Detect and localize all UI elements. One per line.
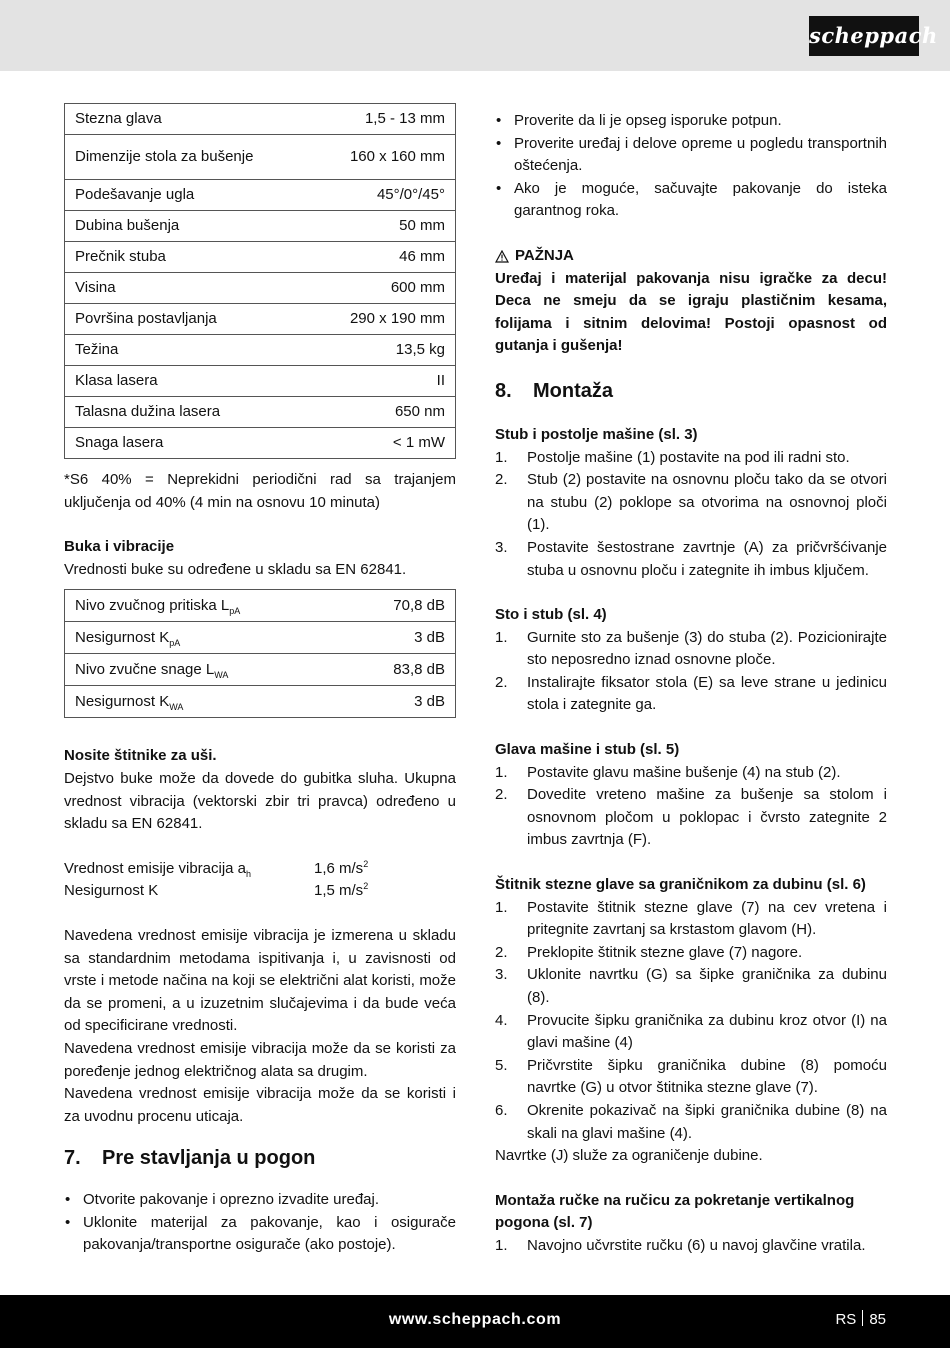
noise-table — [64, 589, 456, 718]
list-item: 1. Postolje mašine (1) postavite na pod ili radni sto. — [495, 448, 850, 466]
list-item: 1. Postavite štitnik stezne glave (7) na cev vretena i pritegnite zavrtanj sa krstastom glavom (H). — [495, 898, 887, 939]
right-column — [495, 110, 887, 1258]
numbered-list — [495, 897, 887, 1146]
spec-key: Prečnik stuba — [65, 242, 265, 273]
noise-value: 3 dB — [346, 622, 455, 654]
vibration-value: 1,6 $m/s^2$ — [314, 858, 369, 877]
list-item: 2. Preklopite štitnik stezne glave (7) nagore. — [495, 943, 803, 961]
header-bar — [0, 0, 950, 71]
numbered-list — [495, 447, 887, 583]
depth-note: Navrtke (J) služe za ograničenje dubine. — [495, 1147, 763, 1165]
list-item: • Uklonite materijal za pakovanje, kao i osigurače pakovanja/transportne osigurače (ako postoje). — [64, 1212, 456, 1257]
list-item: 5. Pričvrstite šipku graničnika dubine (8) pomoću navrtke (G) u otvor štitnika stezne glave (7). — [495, 1056, 887, 1097]
warning-text: Uređaj i materijal pakovanja nisu igračke za decu! Deca ne smeju da se igraju plastičnim kesama, folijama i sitnim delovima! Postoji opasnost od gutanja i gušenja! — [495, 269, 887, 355]
table-row — [65, 273, 456, 304]
table-row — [65, 622, 456, 654]
list-item: 1. Navojno učvrstite ručku (6) u navoj glavčine vratila. — [495, 1236, 866, 1254]
section-heading: 8. Montaža — [495, 379, 613, 402]
spec-value: 46 mm — [265, 242, 456, 273]
noise-key: Nivo zvučne snage $L_{WA}$ — [65, 654, 347, 686]
table-row — [65, 366, 456, 397]
vibration-key: Vrednost emisije vibracija $a_h$ — [64, 859, 252, 879]
subsection-title: Sto i stub (sl. 4) — [495, 606, 607, 624]
spec-key: Snaga lasera — [65, 428, 265, 459]
page-number: RS 85 — [835, 1311, 886, 1328]
noise-title: Buka i vibracije — [64, 538, 175, 556]
vibration-row — [64, 880, 456, 903]
spec-value: < 1 mW — [265, 428, 456, 459]
vibration-text: Navedena vrednost emisije vibracija je izmerena u skladu sa standardnim metodama ispitivanja i, u zavisnosti od vrste i metode načina na koji se električni alat koristi, može da se promeni, a u izuzetnim slučajevima i da bude veća od specificirane vrednosti. — [64, 926, 456, 1035]
noise-key: Nivo zvučnog pritiska $L_{pA}$ — [65, 590, 347, 622]
table-row — [65, 428, 456, 459]
vibration-text: Navedena vrednost emisije vibracija može da se koristi i za uvodnu procenu uticaja. — [64, 1085, 456, 1125]
spec-value: II — [265, 366, 456, 397]
spec-key: Stezna glava — [65, 104, 265, 135]
subsection-title: Glava mašine i stub (sl. 5) — [495, 741, 680, 759]
warning-heading: PAŽNJA — [495, 245, 887, 268]
list-item: • Proverite da li je opseg isporuke potpun. — [495, 110, 887, 133]
spec-value: 600 mm — [265, 273, 456, 304]
list-item: 6. Okrenite pokazivač na šipki graničnika dubine (8) na skali na glavi mašine (4). — [495, 1101, 887, 1142]
list-item: 4. Provucite šipku graničnika za dubinu kroz otvor (I) na glavi mašine (4) — [495, 1011, 887, 1052]
website-link[interactable]: www.scheppach.com — [388, 1311, 562, 1328]
section-heading: 7. Pre stavljanja u pogon — [64, 1147, 316, 1170]
subsection-title: Montaža ručke na ručicu za pokretanje vertikalnog pogona (sl. 7) — [495, 1191, 855, 1232]
table-row — [65, 104, 456, 135]
ear-protection-text: Dejstvo buke može da dovede do gubitka sluha. Ukupna vrednost vibracija (vektorski zbir tri pravca) određeno u skladu sa EN 62841. — [64, 769, 456, 833]
table-row — [65, 590, 456, 622]
noise-key: Nesigurnost $K_{pA}$ — [65, 622, 347, 654]
table-row — [65, 304, 456, 335]
list-item: 2. Dovedite vreteno mašine za bušenje sa stolom i osnovnom pločom u poklopac i čvrsto zategnite 2 imbus zavrtnja (F). — [495, 786, 887, 849]
table-row — [65, 686, 456, 718]
subsection-title: Stub i postolje mašine (sl. 3) — [495, 425, 698, 443]
spec-key: Talasna dužina lasera — [65, 397, 265, 428]
spec-value: 50 mm — [265, 211, 456, 242]
ear-protection-title: Nosite štitnike za uši. — [64, 747, 217, 765]
left-column — [64, 103, 456, 1257]
spec-value: 1,5 - 13 mm — [265, 104, 456, 135]
list-item: 1. Postavite glavu mašine bušenje (4) na stub (2). — [495, 763, 841, 781]
list-item: • Proverite uređaj i delove opreme u pogledu transportnih oštećenja. — [495, 133, 887, 178]
vibration-row — [64, 858, 456, 881]
table-row — [65, 135, 456, 180]
spec-value: 290 x 190 mm — [265, 304, 456, 335]
s6-note: *S6 40% = Neprekidni periodični rad sa trajanjem uključenja od 40% (4 min na osnovu 10 minuta) — [64, 471, 456, 511]
spec-key: Dimenzije stola za bušenje — [65, 135, 265, 180]
spec-key: Klasa lasera — [65, 366, 265, 397]
noise-value: 83,8 dB — [346, 654, 455, 686]
noise-value: 3 dB — [346, 686, 455, 718]
spec-key: Dubina bušenja — [65, 211, 265, 242]
spec-key: Površina postavljanja — [65, 304, 265, 335]
noise-value: 70,8 dB — [346, 590, 455, 622]
spec-table — [64, 103, 456, 459]
list-item: • Otvorite pakovanje i oprezno izvadite uređaj. — [64, 1189, 456, 1212]
table-row — [65, 654, 456, 686]
list-item: 3. Uklonite navrtku (G) sa šipke graničnika za dubinu (8). — [495, 966, 887, 1006]
table-row — [65, 211, 456, 242]
spec-key: Visina — [65, 273, 265, 304]
vibration-value: 1,5 $m/s^2$ — [314, 881, 369, 900]
noise-intro: Vrednosti buke su određene u skladu sa EN 62841. — [64, 560, 407, 578]
table-row — [65, 242, 456, 273]
list-item: 3. Postavite šestostrane zavrtnje (A) za pričvršćivanje stuba u osnovnu ploču i zategnite ih imbus ključem. — [495, 538, 887, 579]
list-item: • Ako je moguće, sačuvajte pakovanje do isteka garantnog roka. — [495, 178, 887, 223]
table-row — [65, 335, 456, 366]
warning-triangle-icon — [495, 250, 509, 263]
numbered-list — [495, 1235, 887, 1258]
list-item: 1. Gurnite sto za bušenje (3) do stuba (2). Pozicionirajte sto neposredno iznad osnovne ploče. — [495, 628, 887, 669]
list-item: 2. Instalirajte fiksator stola (E) sa leve strane u jedinicu stola i zategnite ga. — [495, 673, 887, 714]
spec-key: Podešavanje ugla — [65, 180, 265, 211]
bullet-list — [64, 1189, 456, 1257]
vibration-key: Nesigurnost K — [64, 882, 159, 900]
bullet-list — [495, 110, 887, 223]
numbered-list — [495, 627, 887, 717]
table-row — [65, 180, 456, 211]
subsection-title: Štitnik stezne glave sa graničnikom za dubinu (sl. 6) — [495, 876, 866, 894]
table-row — [65, 397, 456, 428]
list-item: 2. Stub (2) postavite na osnovnu ploču tako da se otvori na stubu (2) poklope sa otvorima na osnovnoj ploči (1). — [495, 471, 887, 534]
brand-logo: scheppach — [809, 16, 919, 56]
spec-value: 45°/0°/45° — [265, 180, 456, 211]
spec-key: Težina — [65, 335, 265, 366]
spec-value: 650 nm — [265, 397, 456, 428]
footer-bar — [0, 1295, 950, 1348]
numbered-list — [495, 762, 887, 852]
spec-value: 13,5 kg — [265, 335, 456, 366]
divider — [862, 1310, 863, 1326]
noise-key: Nesigurnost $K_{WA}$ — [65, 686, 347, 718]
spec-value: 160 x 160 mm — [265, 135, 456, 180]
vibration-text: Navedena vrednost emisije vibracija može da se koristi za poređenje jednog električnog alata sa drugim. — [64, 1039, 456, 1080]
